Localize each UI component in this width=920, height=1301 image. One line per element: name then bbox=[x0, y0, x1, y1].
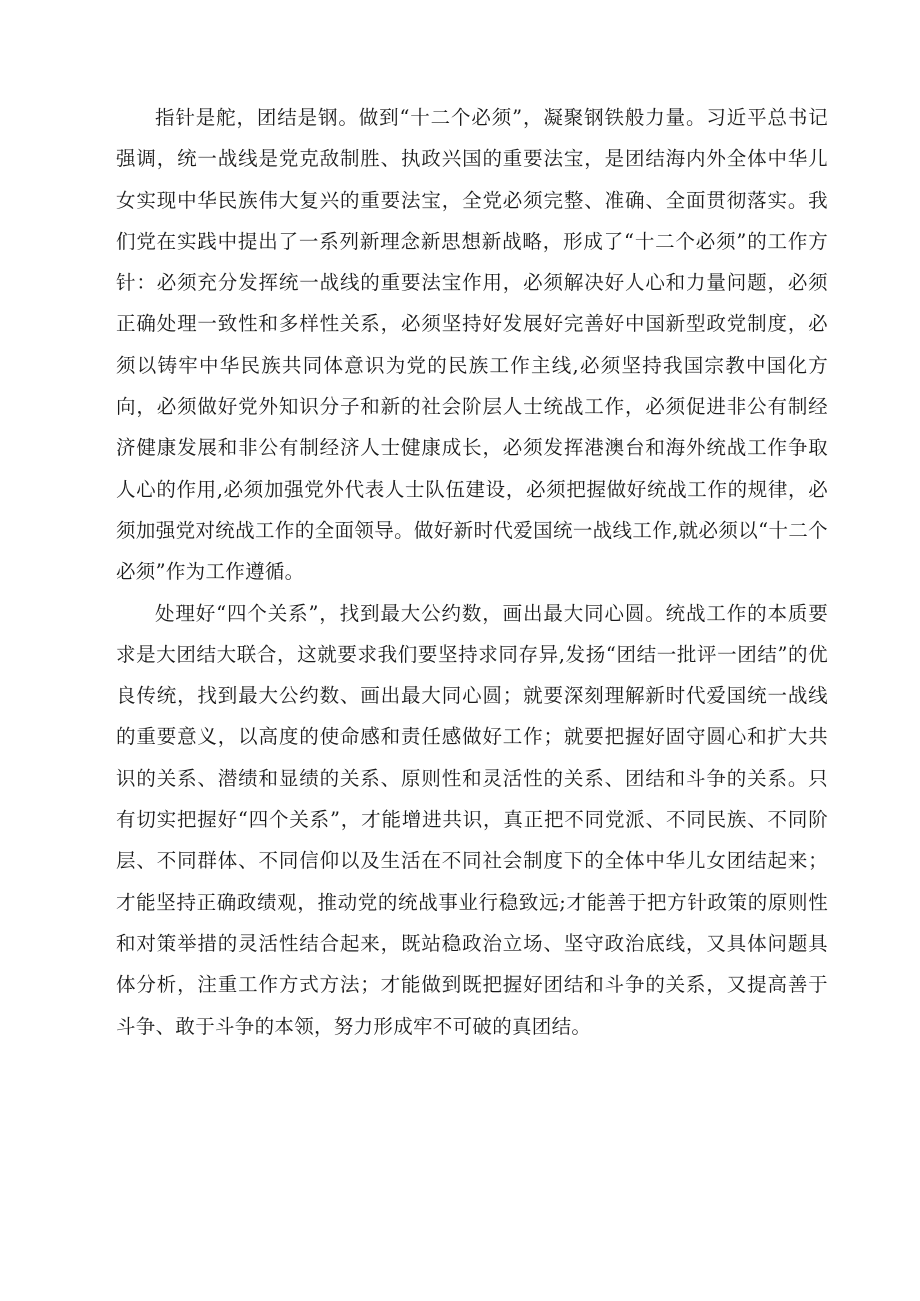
document-body bbox=[116, 97, 828, 1047]
paragraph-twelve-musts: 指针是舵，团结是钢。做到“十二个必须”，凝聚钢铁般力量。习近平总书记强调，统一战线是党克敌制胜、执政兴国的重要法宝，是团结海内外全体中华儿女实现中华民族伟大复兴的重要法宝，全党必须完整、准确、全面贯彻落实。我们党在实践中提出了一系列新理念新思想新战略，形成了“十二个必须”的工作方针：必须充分发挥统一战线的重要法宝作用，必须解决好人心和力量问题，必须正确处理一致性和多样性关系，必须坚持好发展好完善好中国新型政党制度，必须以铸牢中华民族共同体意识为党的民族工作主线,必须坚持我国宗教中国化方向，必须做好党外知识分子和新的社会阶层人士统战工作，必须促进非公有制经济健康发展和非公有制经济人士健康成长，必须发挥港澳台和海外统战工作争取人心的作用,必须加强党外代表人士队伍建设，必须把握做好统战工作的规律，必须加强党对统战工作的全面领导。做好新时代爱国统一战线工作,就必须以“十二个必须”作为工作遵循。 bbox=[116, 106, 828, 584]
paragraph-four-relations: 处理好“四个关系”，找到最大公约数，画出最大同心圆。统战工作的本质要求是大团结大联合，这就要求我们要坚持求同存异,发扬“团结一批评一团结”的优良传统，找到最大公约数、画出最大同心圆；就要深刻理解新时代爱国统一战线的重要意义，以高度的使命感和责任感做好工作；就要把握好固守圆心和扩大共识的关系、潜绩和显绩的关系、原则性和灵活性的关系、团结和斗争的关系。只有切实把握好“四个关系”，才能增进共识，真正把不同党派、不同民族、不同阶层、不同群体、不同信仰以及生活在不同社会制度下的全体中华儿女团结起来；才能坚持正确政绩观，推动党的统战事业行稳致远;才能善于把方针政策的原则性和对策举措的灵活性结合起来，既站稳政治立场、坚守政治底线，又具体问题具体分析，注重工作方式方法；才能做到既把握好团结和斗争的关系，又提高善于斗争、敢于斗争的本领，努力形成牢不可破的真团结。 bbox=[116, 601, 828, 1038]
